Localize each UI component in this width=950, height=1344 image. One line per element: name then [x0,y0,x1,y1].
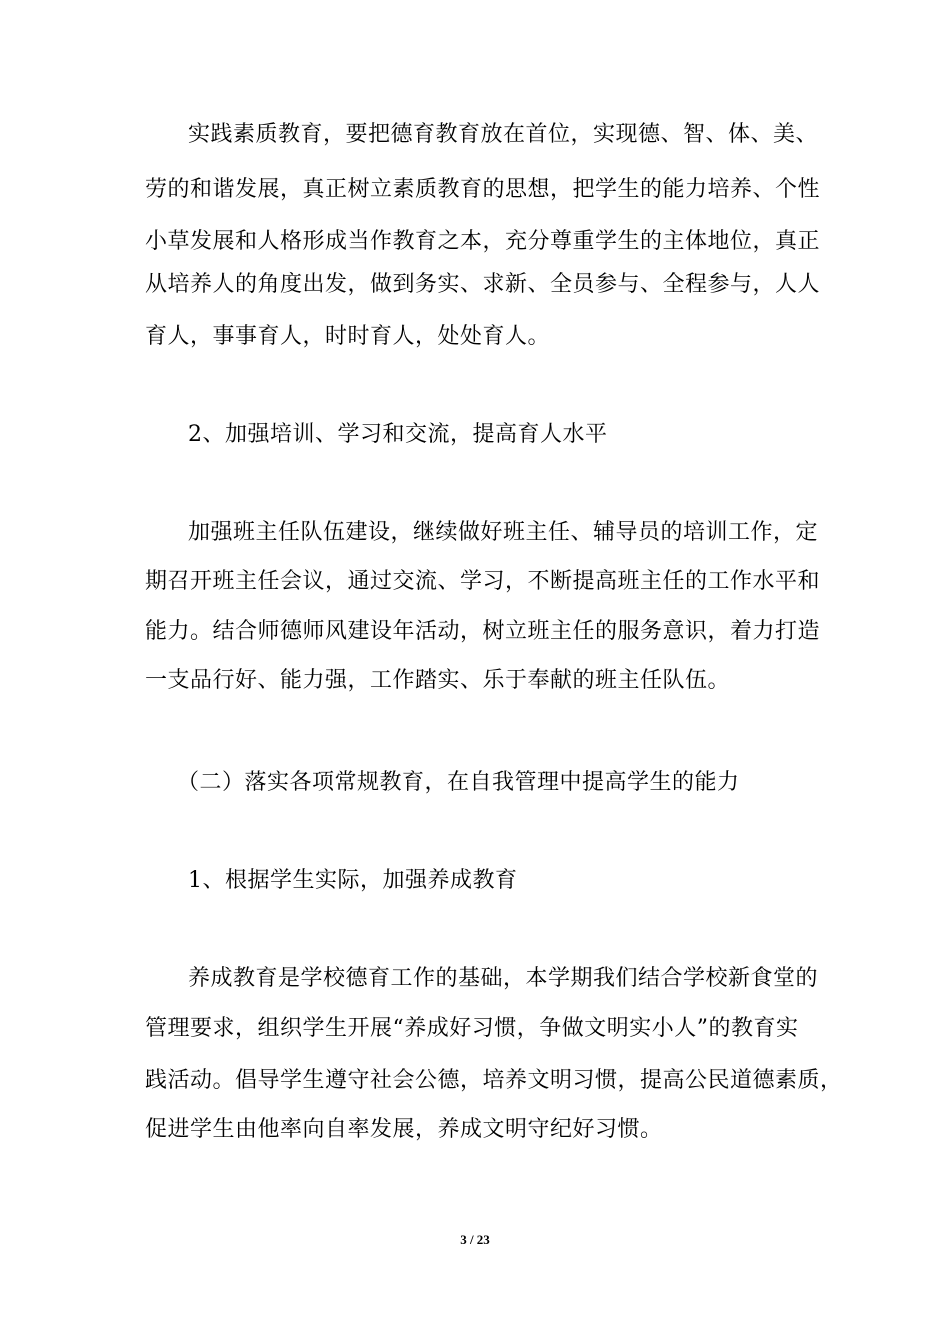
paragraph-2-line-2: 期召开班主任会议，通过交流、学习，不断提高班主任的工作水平和 [145,569,821,594]
paragraph-1-line-5: 育人，事事育人，时时育人，处处育人。 [145,324,551,349]
paragraph-3-line-3: 践活动。倡导学生遵守社会公德，培养文明习惯，提高公民道德素质， [145,1068,843,1093]
paragraph-3-line-2: 管理要求，组织学生开展“养成好习惯，争做文明实小人”的教育实 [145,1016,799,1041]
paragraph-3-line-1: 养成教育是学校德育工作的基础，本学期我们结合学校新食堂的 [188,966,819,991]
paragraph-1-line-2: 劳的和谐发展，真正树立素质教育的思想，把学生的能力培养、个性 [145,177,821,202]
paragraph-2-line-3: 能力。结合师德师风建设年活动，树立班主任的服务意识，着力打造 [145,619,821,644]
paragraph-2-line-1: 加强班主任队伍建设，继续做好班主任、辅导员的培训工作，定 [188,520,819,545]
section-heading-2: 2、加强培训、学习和交流，提高育人水平 [188,422,608,447]
section-heading-1: 1、根据学生实际，加强养成教育 [188,868,518,893]
paragraph-1-line-3: 小草发展和人格形成当作教育之本，充分尊重学生的主体地位，真正 [145,229,821,254]
section-heading-er: （二）落实各项常规教育，在自我管理中提高学生的能力 [177,770,740,795]
page-number: 3 / 23 [460,1232,490,1247]
paragraph-1-line-1: 实践素质教育，要把德育教育放在首位，实现德、智、体、美、 [188,122,819,147]
paragraph-2-line-4: 一支品行好、能力强，工作踏实、乐于奉献的班主任队伍。 [145,668,731,693]
paragraph-3-line-4: 促进学生由他率向自率发展，养成文明守纪好习惯。 [145,1117,663,1142]
paragraph-1-line-4: 从培养人的角度出发，做到务实、求新、全员参与、全程参与，人人 [145,272,821,297]
